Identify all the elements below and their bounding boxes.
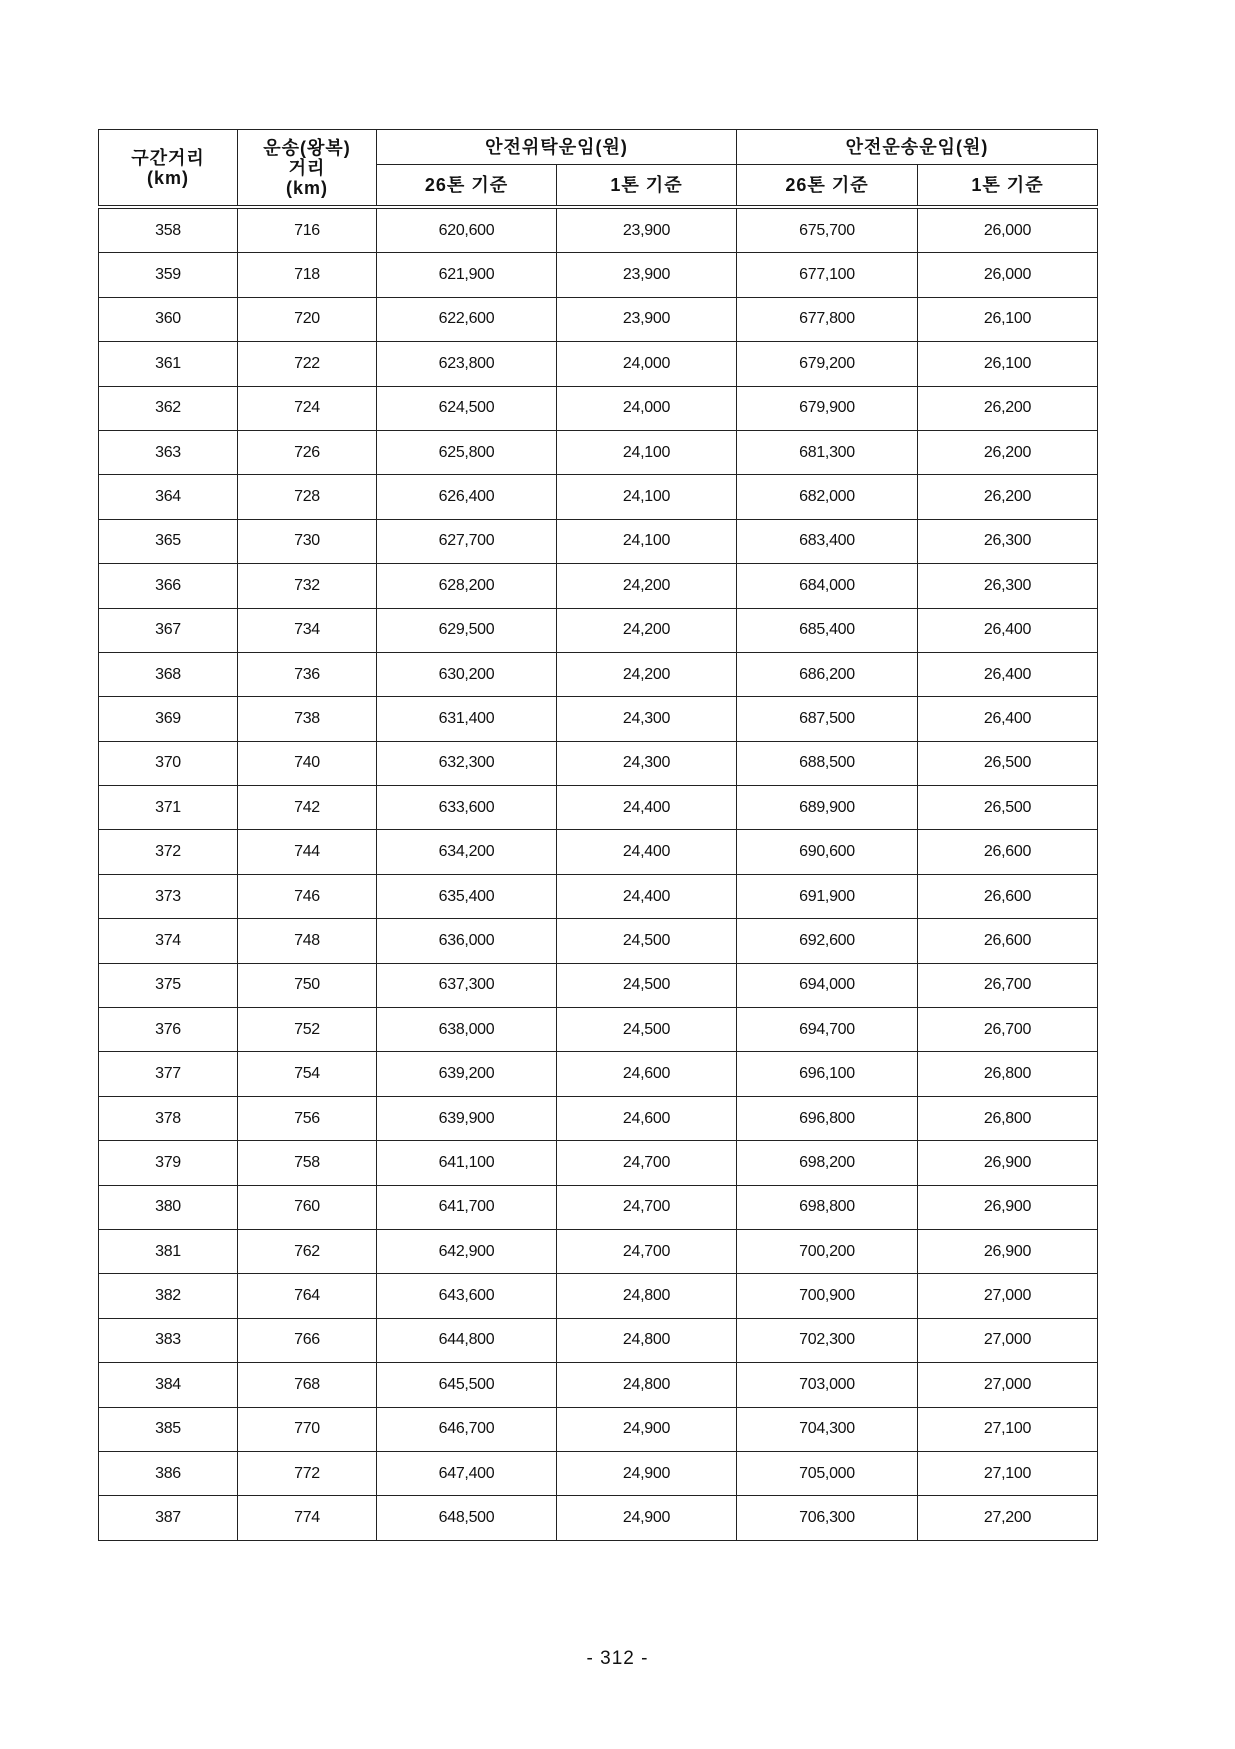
cell-transport-26t: 677,800 xyxy=(737,297,918,341)
cell-section-distance: 363 xyxy=(99,430,238,474)
cell-transport-26t: 692,600 xyxy=(737,919,918,963)
cell-transport-26t: 681,300 xyxy=(737,430,918,474)
table-row xyxy=(99,919,1098,963)
cell-section-distance: 371 xyxy=(99,786,238,830)
cell-transport-26t: 689,900 xyxy=(737,786,918,830)
cell-consignment-1t: 24,200 xyxy=(557,608,737,652)
cell-transport-26t: 698,200 xyxy=(737,1141,918,1185)
cell-transport-26t: 691,900 xyxy=(737,874,918,918)
page-number: - 312 - xyxy=(586,1648,649,1669)
cell-round-trip-distance: 716 xyxy=(238,207,377,253)
cell-round-trip-distance: 718 xyxy=(238,253,377,297)
cell-section-distance: 386 xyxy=(99,1451,238,1495)
table-row xyxy=(99,608,1098,652)
cell-transport-26t: 703,000 xyxy=(737,1363,918,1407)
cell-section-distance: 373 xyxy=(99,874,238,918)
cell-section-distance: 366 xyxy=(99,564,238,608)
cell-consignment-26t: 636,000 xyxy=(377,919,557,963)
cell-section-distance: 387 xyxy=(99,1496,238,1540)
cell-section-distance: 379 xyxy=(99,1141,238,1185)
cell-transport-1t: 26,200 xyxy=(918,475,1098,519)
cell-consignment-1t: 24,800 xyxy=(557,1318,737,1362)
cell-round-trip-distance: 740 xyxy=(238,741,377,785)
cell-transport-1t: 26,200 xyxy=(918,386,1098,430)
cell-transport-26t: 698,800 xyxy=(737,1185,918,1229)
table-row xyxy=(99,475,1098,519)
cell-round-trip-distance: 772 xyxy=(238,1451,377,1495)
cell-transport-1t: 26,700 xyxy=(918,963,1098,1007)
cell-section-distance: 381 xyxy=(99,1229,238,1273)
cell-section-distance: 362 xyxy=(99,386,238,430)
cell-consignment-1t: 24,100 xyxy=(557,475,737,519)
cell-consignment-1t: 23,900 xyxy=(557,297,737,341)
cell-transport-26t: 684,000 xyxy=(737,564,918,608)
cell-section-distance: 372 xyxy=(99,830,238,874)
cell-section-distance: 378 xyxy=(99,1096,238,1140)
cell-transport-1t: 26,400 xyxy=(918,652,1098,696)
header-consignment-rate: 안전위탁운임(원) xyxy=(377,130,737,165)
cell-consignment-1t: 24,400 xyxy=(557,786,737,830)
header-transport-rate: 안전운송운임(원) xyxy=(737,130,1098,165)
cell-consignment-26t: 622,600 xyxy=(377,297,557,341)
cell-section-distance: 380 xyxy=(99,1185,238,1229)
cell-section-distance: 361 xyxy=(99,342,238,386)
cell-transport-26t: 700,900 xyxy=(737,1274,918,1318)
cell-round-trip-distance: 744 xyxy=(238,830,377,874)
cell-section-distance: 358 xyxy=(99,207,238,253)
cell-consignment-1t: 23,900 xyxy=(557,253,737,297)
cell-consignment-26t: 626,400 xyxy=(377,475,557,519)
table-row xyxy=(99,697,1098,741)
cell-transport-1t: 27,100 xyxy=(918,1407,1098,1451)
cell-consignment-26t: 643,600 xyxy=(377,1274,557,1318)
cell-round-trip-distance: 724 xyxy=(238,386,377,430)
cell-consignment-1t: 24,100 xyxy=(557,519,737,563)
cell-consignment-26t: 644,800 xyxy=(377,1318,557,1362)
cell-round-trip-distance: 746 xyxy=(238,874,377,918)
cell-consignment-1t: 24,900 xyxy=(557,1496,737,1540)
cell-round-trip-distance: 736 xyxy=(238,652,377,696)
cell-round-trip-distance: 756 xyxy=(238,1096,377,1140)
cell-consignment-1t: 24,600 xyxy=(557,1052,737,1096)
cell-round-trip-distance: 738 xyxy=(238,697,377,741)
cell-consignment-1t: 24,900 xyxy=(557,1407,737,1451)
cell-transport-26t: 685,400 xyxy=(737,608,918,652)
cell-section-distance: 368 xyxy=(99,652,238,696)
cell-round-trip-distance: 742 xyxy=(238,786,377,830)
cell-round-trip-distance: 734 xyxy=(238,608,377,652)
cell-round-trip-distance: 766 xyxy=(238,1318,377,1362)
cell-transport-26t: 704,300 xyxy=(737,1407,918,1451)
cell-transport-1t: 26,700 xyxy=(918,1008,1098,1052)
cell-transport-1t: 26,600 xyxy=(918,874,1098,918)
cell-consignment-26t: 638,000 xyxy=(377,1008,557,1052)
cell-transport-1t: 26,500 xyxy=(918,741,1098,785)
table-body xyxy=(99,207,1098,1540)
cell-consignment-26t: 633,600 xyxy=(377,786,557,830)
table-row xyxy=(99,1451,1098,1495)
cell-transport-1t: 26,100 xyxy=(918,297,1098,341)
cell-round-trip-distance: 768 xyxy=(238,1363,377,1407)
cell-transport-26t: 675,700 xyxy=(737,207,918,253)
cell-consignment-1t: 24,700 xyxy=(557,1141,737,1185)
cell-transport-26t: 688,500 xyxy=(737,741,918,785)
cell-consignment-26t: 623,800 xyxy=(377,342,557,386)
cell-section-distance: 383 xyxy=(99,1318,238,1362)
cell-transport-1t: 26,800 xyxy=(918,1052,1098,1096)
table-row xyxy=(99,652,1098,696)
cell-consignment-1t: 24,900 xyxy=(557,1451,737,1495)
table-row xyxy=(99,786,1098,830)
table-row xyxy=(99,1008,1098,1052)
cell-round-trip-distance: 728 xyxy=(238,475,377,519)
header-transport-26t: 26톤 기준 xyxy=(737,165,918,208)
cell-transport-1t: 26,400 xyxy=(918,608,1098,652)
cell-transport-26t: 687,500 xyxy=(737,697,918,741)
cell-transport-1t: 26,400 xyxy=(918,697,1098,741)
cell-consignment-26t: 647,400 xyxy=(377,1451,557,1495)
cell-consignment-26t: 641,100 xyxy=(377,1141,557,1185)
header-section-distance: 구간거리 (km) xyxy=(99,130,238,208)
cell-consignment-26t: 639,200 xyxy=(377,1052,557,1096)
cell-section-distance: 365 xyxy=(99,519,238,563)
cell-transport-1t: 26,000 xyxy=(918,207,1098,253)
cell-consignment-1t: 24,600 xyxy=(557,1096,737,1140)
cell-section-distance: 359 xyxy=(99,253,238,297)
cell-section-distance: 369 xyxy=(99,697,238,741)
cell-round-trip-distance: 764 xyxy=(238,1274,377,1318)
cell-consignment-1t: 24,700 xyxy=(557,1185,737,1229)
cell-consignment-1t: 24,300 xyxy=(557,697,737,741)
cell-consignment-26t: 620,600 xyxy=(377,207,557,253)
cell-transport-1t: 26,200 xyxy=(918,430,1098,474)
table-row xyxy=(99,830,1098,874)
cell-transport-26t: 694,700 xyxy=(737,1008,918,1052)
table-header xyxy=(99,130,1098,208)
cell-round-trip-distance: 770 xyxy=(238,1407,377,1451)
cell-consignment-1t: 24,500 xyxy=(557,919,737,963)
header-transport-1t: 1톤 기준 xyxy=(918,165,1098,208)
cell-transport-26t: 682,000 xyxy=(737,475,918,519)
cell-transport-1t: 26,600 xyxy=(918,919,1098,963)
cell-consignment-26t: 639,900 xyxy=(377,1096,557,1140)
cell-transport-1t: 26,300 xyxy=(918,519,1098,563)
header-consignment-1t: 1톤 기준 xyxy=(557,165,737,208)
cell-round-trip-distance: 722 xyxy=(238,342,377,386)
table-row xyxy=(99,430,1098,474)
cell-section-distance: 360 xyxy=(99,297,238,341)
cell-consignment-26t: 646,700 xyxy=(377,1407,557,1451)
cell-consignment-26t: 629,500 xyxy=(377,608,557,652)
cell-transport-1t: 27,000 xyxy=(918,1274,1098,1318)
cell-round-trip-distance: 758 xyxy=(238,1141,377,1185)
cell-round-trip-distance: 762 xyxy=(238,1229,377,1273)
table-row xyxy=(99,874,1098,918)
table-row xyxy=(99,253,1098,297)
table-row xyxy=(99,1229,1098,1273)
cell-transport-1t: 26,800 xyxy=(918,1096,1098,1140)
table-row xyxy=(99,564,1098,608)
cell-section-distance: 382 xyxy=(99,1274,238,1318)
table-row xyxy=(99,342,1098,386)
cell-consignment-1t: 23,900 xyxy=(557,207,737,253)
table-row xyxy=(99,1318,1098,1362)
table-row xyxy=(99,963,1098,1007)
cell-round-trip-distance: 760 xyxy=(238,1185,377,1229)
cell-section-distance: 374 xyxy=(99,919,238,963)
cell-consignment-26t: 630,200 xyxy=(377,652,557,696)
cell-consignment-26t: 648,500 xyxy=(377,1496,557,1540)
cell-consignment-1t: 24,400 xyxy=(557,874,737,918)
cell-section-distance: 370 xyxy=(99,741,238,785)
cell-consignment-1t: 24,000 xyxy=(557,342,737,386)
cell-consignment-1t: 24,200 xyxy=(557,652,737,696)
cell-round-trip-distance: 754 xyxy=(238,1052,377,1096)
cell-section-distance: 375 xyxy=(99,963,238,1007)
cell-transport-26t: 686,200 xyxy=(737,652,918,696)
table-row xyxy=(99,297,1098,341)
cell-consignment-26t: 624,500 xyxy=(377,386,557,430)
cell-transport-1t: 26,500 xyxy=(918,786,1098,830)
cell-transport-26t: 705,000 xyxy=(737,1451,918,1495)
table-row xyxy=(99,519,1098,563)
table-row xyxy=(99,1096,1098,1140)
cell-section-distance: 377 xyxy=(99,1052,238,1096)
cell-consignment-26t: 632,300 xyxy=(377,741,557,785)
cell-transport-26t: 677,100 xyxy=(737,253,918,297)
cell-transport-1t: 27,000 xyxy=(918,1318,1098,1362)
cell-transport-1t: 27,100 xyxy=(918,1451,1098,1495)
cell-consignment-26t: 635,400 xyxy=(377,874,557,918)
cell-round-trip-distance: 752 xyxy=(238,1008,377,1052)
cell-round-trip-distance: 750 xyxy=(238,963,377,1007)
cell-section-distance: 367 xyxy=(99,608,238,652)
cell-round-trip-distance: 732 xyxy=(238,564,377,608)
cell-transport-1t: 26,600 xyxy=(918,830,1098,874)
cell-consignment-1t: 24,800 xyxy=(557,1274,737,1318)
table-row xyxy=(99,386,1098,430)
cell-transport-1t: 27,000 xyxy=(918,1363,1098,1407)
table-row xyxy=(99,1141,1098,1185)
table-row xyxy=(99,741,1098,785)
header-row-1 xyxy=(99,130,1098,165)
cell-consignment-1t: 24,300 xyxy=(557,741,737,785)
header-consignment-26t: 26톤 기준 xyxy=(377,165,557,208)
cell-round-trip-distance: 730 xyxy=(238,519,377,563)
cell-round-trip-distance: 774 xyxy=(238,1496,377,1540)
header-round-trip-distance: 운송(왕복) 거리 (km) xyxy=(238,130,377,208)
table-row xyxy=(99,1274,1098,1318)
cell-consignment-1t: 24,500 xyxy=(557,963,737,1007)
cell-consignment-26t: 627,700 xyxy=(377,519,557,563)
cell-transport-1t: 26,900 xyxy=(918,1141,1098,1185)
cell-consignment-1t: 24,700 xyxy=(557,1229,737,1273)
cell-section-distance: 385 xyxy=(99,1407,238,1451)
cell-consignment-26t: 641,700 xyxy=(377,1185,557,1229)
table-row xyxy=(99,207,1098,253)
cell-consignment-26t: 645,500 xyxy=(377,1363,557,1407)
cell-consignment-1t: 24,000 xyxy=(557,386,737,430)
cell-transport-1t: 27,200 xyxy=(918,1496,1098,1540)
cell-consignment-26t: 642,900 xyxy=(377,1229,557,1273)
table-row xyxy=(99,1363,1098,1407)
cell-transport-26t: 679,900 xyxy=(737,386,918,430)
table-row xyxy=(99,1052,1098,1096)
table-row xyxy=(99,1185,1098,1229)
cell-consignment-1t: 24,800 xyxy=(557,1363,737,1407)
cell-transport-26t: 700,200 xyxy=(737,1229,918,1273)
cell-transport-1t: 26,100 xyxy=(918,342,1098,386)
cell-transport-26t: 696,100 xyxy=(737,1052,918,1096)
cell-transport-26t: 679,200 xyxy=(737,342,918,386)
cell-section-distance: 376 xyxy=(99,1008,238,1052)
table-row xyxy=(99,1496,1098,1540)
cell-transport-1t: 26,300 xyxy=(918,564,1098,608)
cell-transport-26t: 694,000 xyxy=(737,963,918,1007)
cell-transport-26t: 706,300 xyxy=(737,1496,918,1540)
freight-rate-table xyxy=(98,129,1098,1541)
cell-transport-26t: 702,300 xyxy=(737,1318,918,1362)
cell-consignment-26t: 621,900 xyxy=(377,253,557,297)
cell-consignment-1t: 24,200 xyxy=(557,564,737,608)
table-row xyxy=(99,1407,1098,1451)
cell-consignment-1t: 24,500 xyxy=(557,1008,737,1052)
cell-round-trip-distance: 720 xyxy=(238,297,377,341)
cell-transport-26t: 696,800 xyxy=(737,1096,918,1140)
cell-consignment-1t: 24,400 xyxy=(557,830,737,874)
cell-consignment-26t: 634,200 xyxy=(377,830,557,874)
cell-consignment-26t: 625,800 xyxy=(377,430,557,474)
cell-round-trip-distance: 748 xyxy=(238,919,377,963)
cell-consignment-26t: 637,300 xyxy=(377,963,557,1007)
cell-transport-1t: 26,000 xyxy=(918,253,1098,297)
cell-consignment-26t: 631,400 xyxy=(377,697,557,741)
cell-round-trip-distance: 726 xyxy=(238,430,377,474)
cell-consignment-1t: 24,100 xyxy=(557,430,737,474)
cell-section-distance: 364 xyxy=(99,475,238,519)
cell-section-distance: 384 xyxy=(99,1363,238,1407)
cell-transport-1t: 26,900 xyxy=(918,1185,1098,1229)
cell-transport-26t: 683,400 xyxy=(737,519,918,563)
cell-consignment-26t: 628,200 xyxy=(377,564,557,608)
cell-transport-1t: 26,900 xyxy=(918,1229,1098,1273)
cell-transport-26t: 690,600 xyxy=(737,830,918,874)
